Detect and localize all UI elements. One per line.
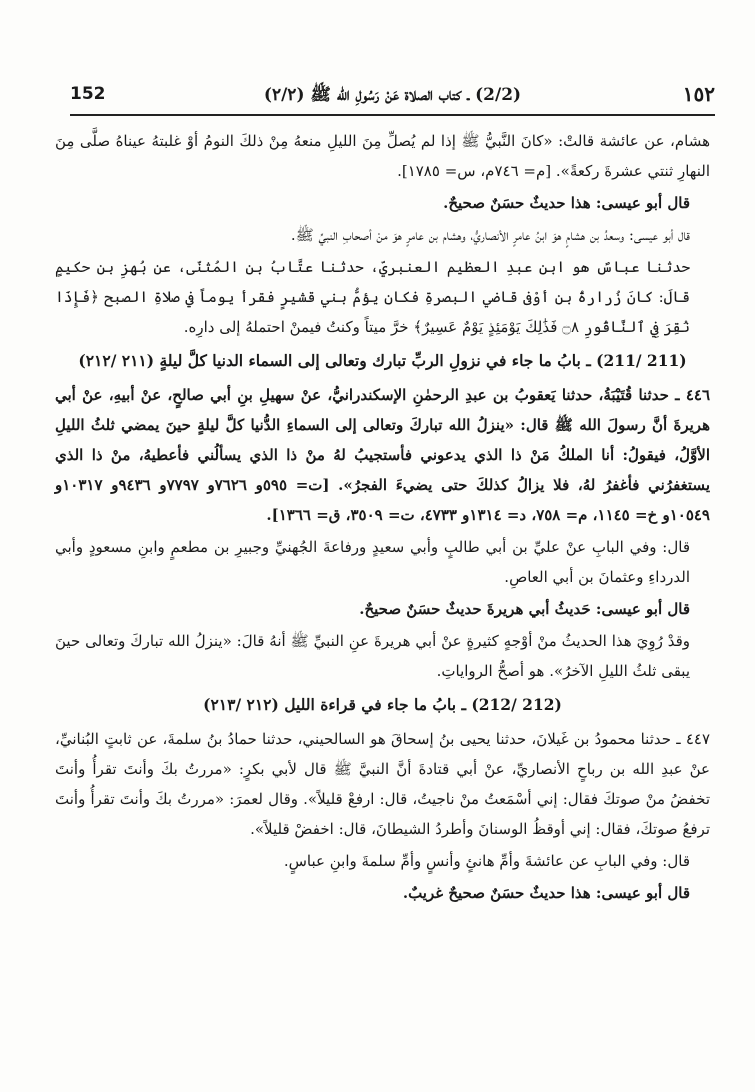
paragraph: قال: وفي البابِ عن عائشةَ وأمِّ هانئٍ وأنسٍ وأمِّ سلمةَ وابنِ عباسٍ. <box>283 852 690 870</box>
verdict-paragraph: قال أبو عيسى: هذا حديثٌ حسَنٌ صحيحٌ. <box>443 194 690 212</box>
verdict-paragraph: قال أبو عيسى: هذا حديثٌ حسَنٌ صحيحٌ غريبٌ. <box>402 884 690 902</box>
page-number-arabic: ١٥٢ <box>682 82 715 106</box>
paragraph: قال أبو عيسى: وسعدُ بن هشامٍ هوَ ابنُ عامرٍ الأنصاريُّ، وهشام بن عامرٍ هوَ منْ أصحابِ النبيِّ ﷺ. <box>290 226 690 244</box>
chapter-heading: (211 /211) ـ بابُ ما جاء في نزولِ الربِّ تبارك وتعالى إلى السماء الدنيا كلَّ ليلةٍ (٢١١ /٢١٢) <box>78 351 687 370</box>
paragraph: وقدْ رُوِيَ هذا الحديثُ منْ أوْجهٍ كثيرةٍ عنْ أبي هريرةَ عنِ النبيِّ ﷺ أنهُ قالَ: «ينزلُ الله تباركَ وتعالى حينَ يبقى ثلثُ الليلِ الآخرُ». هو أصحُّ الرواياتِ. <box>55 632 690 680</box>
page-header <box>70 84 715 116</box>
verdict-paragraph: قال أبو عيسى: حَديثُ أبي هريرةَ حديثٌ حسَنٌ صحيحٌ. <box>359 600 690 618</box>
paragraph: قال: وفي البابِ عنْ عليِّ بن أبي طالبٍ وأبي سعيدٍ ورفاعةَ الجُهنيِّ وجبيرِ بن مطعمٍ وابنِ مسعودٍ وأبي الدرداءِ وعثمانَ بن أبي العاصِ. <box>55 538 690 586</box>
running-title: (2/2) ـ كتاب الصلاة عَنْ رَسُولِ الله ﷺ (٢/٢) <box>263 85 522 105</box>
page-number-latin: 152 <box>70 84 106 104</box>
paragraph: حدثنا عباسٌ هو ابن عبدِ العظيم العنبريّ، حدثنا عتَّابُ بن المُثنّى، عن بُهزِ بن حكيمٍ قالَ: كانَ زُرارةُ بن أوْفى قاضي البصرةِ فكان يؤمُّ بني قشيرٍ فقرأ يوماً في صلاةِ الصبح ﴿فَإِذَا نُقِرَ فِي ٱلنَّاقُورِ ۝٨ فَذَٰلِكَ يَوْمَئِذٍ يَوْمٌ عَسِيرٌ﴾ خرَّ ميتاً وكنتُ فيمنْ احتملهُ إلى دارِه. <box>55 258 690 336</box>
chapter-heading: (212 /212) ـ بابُ ما جاء في قراءة الليل (٢١٢ /٢١٣) <box>203 695 562 714</box>
paragraph: هشام، عن عائشة قالتْ: «كانَ النَّبيُّ ﷺ إذا لم يُصلِّ مِنَ الليلِ منعهُ مِنْ ذلكَ النومُ أوْ غلبتهُ عيناهُ صلَّى مِنَ النهارِ ثنتي عشرةَ ركعةً». [م= ٧٤٦م، س= ١٧٨٥]. <box>55 132 710 180</box>
hadith-paragraph: ٤٤٦ ـ حدثنا قُتَيْبَةُ، حدثنا يَعقوبُ بن عبدِ الرحمٰنِ الإسكندرانيُّ، عنْ سهيلِ بنِ أبي صالحٍ، عنْ أبيهِ، عنْ أبي هريرةَ أنَّ رسولَ الله ﷺ قال: «ينزلُ الله تباركَ وتعالى إلى السماءِ الدُّنيا كلَّ ليلةٍ حينَ يمضي ثلثُ الليلِ الأوَّلُ، فيقولُ: أنا الملكُ مَنْ ذا الذي يدعوني فأستجيبُ لهُ منْ ذا الذي يسألُني فأعطيهُ، منْ ذا الذي يستغفرُني فأغفرُ لهُ، فلا يزالُ كذلكَ حتى يضيءَ الفجرُ». [ت= ٥٩٥و ٧٦٢٦و ٧٧٩٧و ٩٤٣٦و ١٠٣١٧و ١٠٥٤٩و خ= ١١٤٥، م= ٧٥٨، د= ١٣١٤و ٤٧٣٣، ت= ٣٥٠٩، ق= ١٣٦٦]. <box>55 386 710 524</box>
page-body <box>55 126 710 910</box>
hadith-paragraph: ٤٤٧ ـ حدثنا محمودُ بن غَيلانَ، حدثنا يحيى بنُ إسحاقَ هو السالحيني، حدثنا حمادُ بنُ سلمةَ، عن ثابتٍ البُنانيِّ، عنْ عبدِ الله بن رباحٍ الأنصاريِّ، عنْ أبي قتادةَ أنَّ النبيَّ ﷺ قال لأبي بكرٍ: «مررتُ بكَ وأنتَ تقرأُ وأنتَ تخفضُ منْ صوتكَ فقال: إني أسْمَعتُ منْ ناجيتُ، قال: ارفعْ قليلاً». وقال لعمرَ: «مررتُ بكَ وأنتَ تقرأُ وأنتَ ترفعُ صوتكَ، فقال: إني أوقظُ الوسنانَ وأطردُ الشيطانَ، قال: اخفضْ قليلاً». <box>55 730 710 838</box>
